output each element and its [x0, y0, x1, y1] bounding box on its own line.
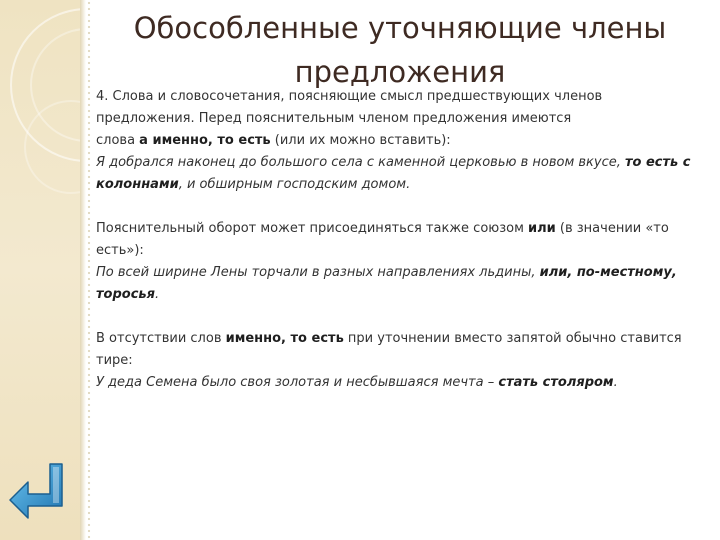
text-span: .	[613, 375, 618, 390]
bold-text: стать столяром	[498, 375, 614, 390]
text-span: Пояснительный оборот может присоединяться также союзом	[96, 221, 529, 236]
slide-content	[96, 86, 702, 394]
bold-text: а именно, то есть	[139, 133, 271, 148]
text-span: (или их можно вставить):	[270, 133, 451, 148]
spacer	[96, 306, 702, 328]
text-span: слова	[96, 133, 140, 148]
spacer	[96, 196, 702, 218]
example-sentence	[96, 152, 702, 196]
paragraph-text: предложения. Перед пояснительным членом предложения имеются	[96, 111, 572, 126]
example-sentence	[96, 372, 702, 394]
title-line: Обособленные уточняющие члены	[133, 11, 667, 45]
text-span: (в значении «то есть»):	[96, 221, 669, 258]
text-span: при уточнении вместо запятой обычно ставится тире:	[96, 331, 682, 368]
bold-text: то есть с колоннами	[96, 155, 691, 192]
decorative-sidebar	[0, 0, 80, 540]
slide-title	[100, 6, 700, 94]
return-arrow-icon[interactable]	[6, 460, 68, 522]
bold-text: или, по-местному, торосья	[96, 265, 677, 302]
text-span: , и обширным господским домом.	[178, 177, 411, 192]
text-span: По всей ширине Лены торчали в разных направлениях льдины,	[96, 265, 540, 280]
paragraph-text	[96, 328, 702, 372]
text-span: Я добрался наконец до большого села с каменной церковью в новом вкусе,	[96, 155, 625, 170]
bold-text: или	[528, 221, 556, 236]
text-span: .	[154, 287, 160, 302]
paragraph-text: 4. Слова и словосочетания, поясняющие смысл предшествующих членов	[96, 89, 603, 104]
paragraph-text	[96, 218, 702, 262]
text-span: В отсутствии слов	[96, 331, 226, 346]
text-span: У деда Семена было своя золотая и несбывшаяся мечта –	[96, 375, 499, 390]
example-sentence	[96, 262, 702, 306]
bold-text: именно, то есть	[225, 331, 344, 346]
paragraph-text	[96, 130, 702, 152]
dotted-border	[86, 0, 92, 540]
title-line: предложения	[294, 55, 506, 89]
